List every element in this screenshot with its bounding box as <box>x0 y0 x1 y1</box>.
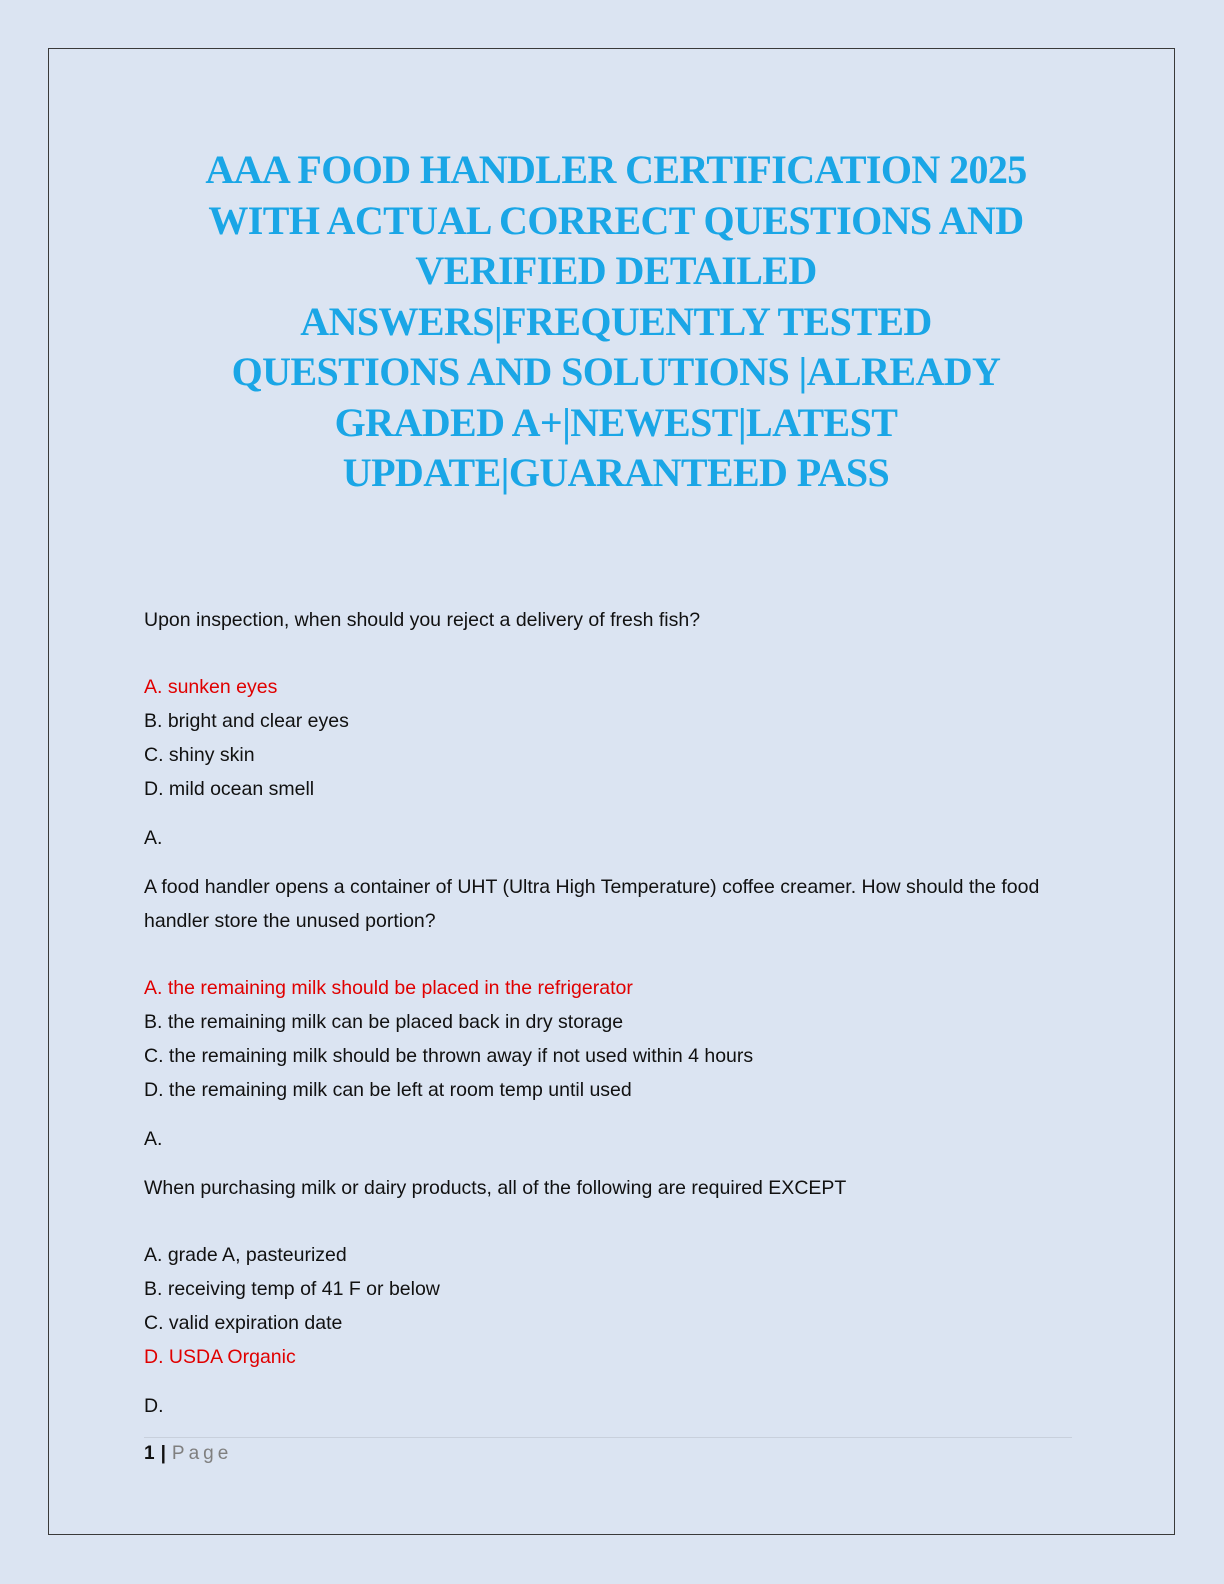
question-2-answer: A. <box>144 1128 163 1150</box>
question-2-option-a: A. the remaining milk should be placed in the refrigerator <box>144 977 633 999</box>
document-title: AAA FOOD HANDLER CERTIFICATION 2025 WITH ACTUAL CORRECT QUESTIONS AND VERIFIED DETAILED ANSWERS|FREQUENTLY TESTED QUESTIONS AND SOLUTIONS |ALREADY GRADED A+|NEWEST|LATEST UPDATE|GUARANTEED PASS <box>205 147 1027 495</box>
question-2-option-d: D. the remaining milk can be left at room temp until used <box>144 1079 632 1101</box>
question-3-option-b: B. receiving temp of 41 F or below <box>144 1278 440 1300</box>
question-3-option-c: C. valid expiration date <box>144 1312 343 1334</box>
question-1-option-c: C. shiny skin <box>144 744 255 766</box>
question-1-options <box>144 670 1084 806</box>
question-1-answer: A. <box>144 827 163 849</box>
question-2-option-b: B. the remaining milk can be placed back in dry storage <box>144 1011 624 1033</box>
question-2-text: A food handler opens a container of UHT (Ultra High Temperature) coffee creamer. How should the food handler store the unused portion? <box>144 876 1040 932</box>
footer-divider <box>144 1437 1072 1438</box>
page-footer <box>144 1440 232 1468</box>
question-2-options <box>144 971 1084 1107</box>
question-2-option-c: C. the remaining milk should be thrown away if not used within 4 hours <box>144 1045 754 1067</box>
question-3-answer: D. <box>144 1395 164 1417</box>
question-1-option-b: B. bright and clear eyes <box>144 710 349 732</box>
page-label: Page <box>171 1443 233 1464</box>
question-3-options <box>144 1238 1084 1374</box>
document-body <box>144 603 1084 1438</box>
question-3-text: When purchasing milk or dairy products, all of the following are required EXCEPT <box>144 1177 847 1199</box>
footer-separator: | <box>160 1443 166 1464</box>
question-1-option-d: D. mild ocean smell <box>144 778 315 800</box>
question-1-option-a: A. sunken eyes <box>144 676 278 698</box>
page-number: 1 <box>144 1443 155 1464</box>
question-3-option-d: D. USDA Organic <box>144 1346 296 1368</box>
question-1-text: Upon inspection, when should you reject a delivery of fresh fish? <box>144 609 701 631</box>
question-3-option-a: A. grade A, pasteurized <box>144 1244 347 1266</box>
